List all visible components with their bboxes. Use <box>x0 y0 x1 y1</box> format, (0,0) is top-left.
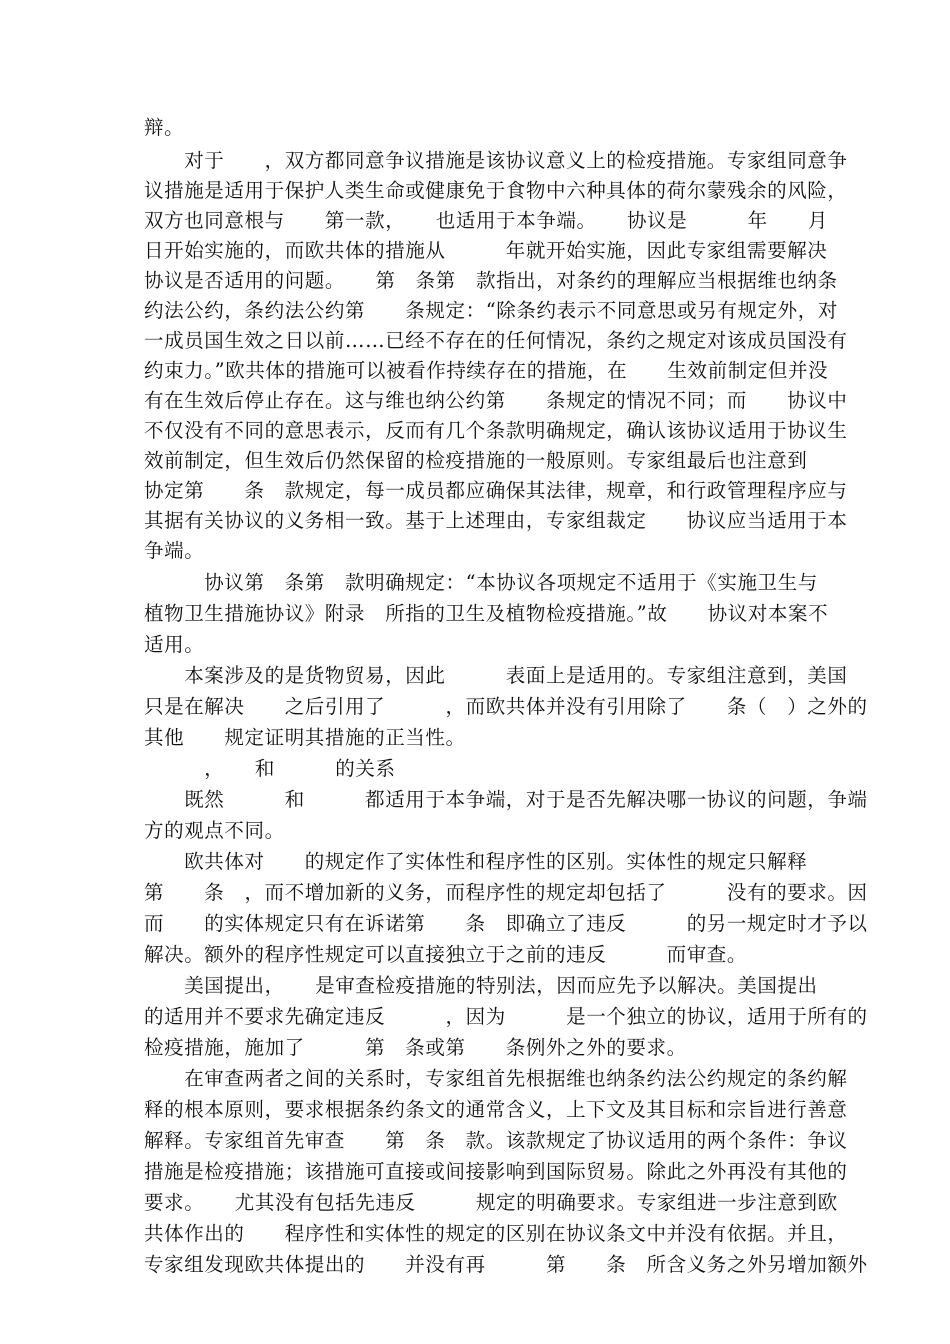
text-line: 的适用并不要求先确定违反 ，因为 是一个独立的协议，适用于所有的 <box>144 1005 868 1028</box>
text-line: 效前制定，但生效后仍然保留的检疫措施的一般原则。专家组最后也注意到 <box>144 449 808 472</box>
text-line: 解决。额外的程序性规定可以直接独立于之前的违反 而审查。 <box>144 943 748 966</box>
text-line: 协议第 条第 款明确规定：“本协议各项规定不适用于《实施卫生与 <box>144 571 818 594</box>
text-line: 有在生效后停止存在。这与维也纳公约第 条规定的情况不同；而 协议中 <box>144 389 848 412</box>
text-line: 解释。专家组首先审查 第 条 款。该款规定了协议适用的两个条件：争议 <box>144 1129 848 1152</box>
text-line: 适用。 <box>144 633 205 656</box>
text-line: 对于 ，双方都同意争议措施是该协议意义上的检疫措施。专家组同意争 <box>144 149 848 172</box>
text-line: 植物卫生措施协议》附录 所指的卫生及植物检疫措施。”故 协议对本案不 <box>144 602 829 625</box>
text-line: 辩。 <box>144 116 185 139</box>
text-line: 第 条 ，而不增加新的义务，而程序性的规定却包括了 没有的要求。因 <box>144 881 868 904</box>
text-line: 日开始实施的，而欧共体的措施从 年就开始实施，因此专家组需要解决 <box>144 239 828 262</box>
text-line: 检疫措施，施加了 第 条或第 条例外之外的要求。 <box>144 1036 687 1059</box>
text-line: 一成员国生效之日以前……已经不存在的任何情况，条约之规定对该成员国没有 <box>144 329 848 352</box>
text-line: 专家组发现欧共体提出的 并没有再 第 条 所含义务之外另增加额外 <box>144 1253 868 1276</box>
text-line: 其他 规定证明其措施的正当性。 <box>144 726 466 749</box>
text-line: 本案涉及的是货物贸易，因此 表面上是适用的。专家组注意到，美国 <box>144 664 848 687</box>
text-line: 双方也同意根与 第一款， 也适用于本争端。 协议是 年 月 <box>144 209 829 232</box>
section-heading: ， 和 的关系 <box>144 757 396 780</box>
text-line: 其据有关协议的义务相一致。基于上述理由，专家组裁定 协议应当适用于本 <box>144 509 848 532</box>
text-line: 既然 和 都适用于本争端，对于是否先解决哪一协议的问题，争端 <box>144 788 868 811</box>
text-line: 在审查两者之间的关系时，专家组首先根据维也纳条约法公约规定的条约解 <box>144 1067 848 1090</box>
text-line: 措施是检疫措施；该措施可直接或间接影响到国际贸易。除此之外再没有其他的 <box>144 1160 848 1183</box>
text-line: 只是在解决 之后引用了 ，而欧共体并没有引用除了 条（ ）之外的 <box>144 695 868 718</box>
text-line: 争端。 <box>144 539 205 562</box>
text-line: 美国提出， 是审查检疫措施的特别法，因而应先予以解决。美国提出 <box>144 974 818 997</box>
text-line: 欧共体对 的规定作了实体性和程序性的区别。实体性的规定只解释 <box>144 850 808 873</box>
text-line: 约束力。”欧共体的措施可以被看作持续存在的措施，在 生效前制定但并没 <box>144 359 829 382</box>
text-line: 约法公约，条约法公约第 条规定：“除条约表示不同意思或另有规定外，对 <box>144 299 838 322</box>
text-line: 协议是否适用的问题。 第 条第 款指出，对条约的理解应当根据维也纳条 <box>144 269 838 292</box>
text-line: 协定第 条 款规定，每一成员都应确保其法律，规章，和行政管理程序应与 <box>144 479 848 502</box>
text-line: 议措施是适用于保护人类生命或健康免于食物中六种具体的荷尔蒙残余的风险， <box>144 179 848 202</box>
text-line: 而 的实体规定只有在诉诺第 条 即确立了违反 的另一规定时才予以 <box>144 912 868 935</box>
text-line: 释的根本原则，要求根据条约条文的通常含义，上下文及其目标和宗旨进行善意 <box>144 1098 848 1121</box>
text-line: 方的观点不同。 <box>144 819 285 842</box>
text-line: 共体作出的 程序性和实体性的规定的区别在协议条文中并没有依据。并且， <box>144 1222 848 1245</box>
text-line: 不仅没有不同的意思表示，反而有几个条款明确规定，确认该协议适用于协议生 <box>144 419 848 442</box>
text-line: 要求。 尤其没有包括先违反 规定的明确要求。专家组进一步注意到欧 <box>144 1191 838 1214</box>
